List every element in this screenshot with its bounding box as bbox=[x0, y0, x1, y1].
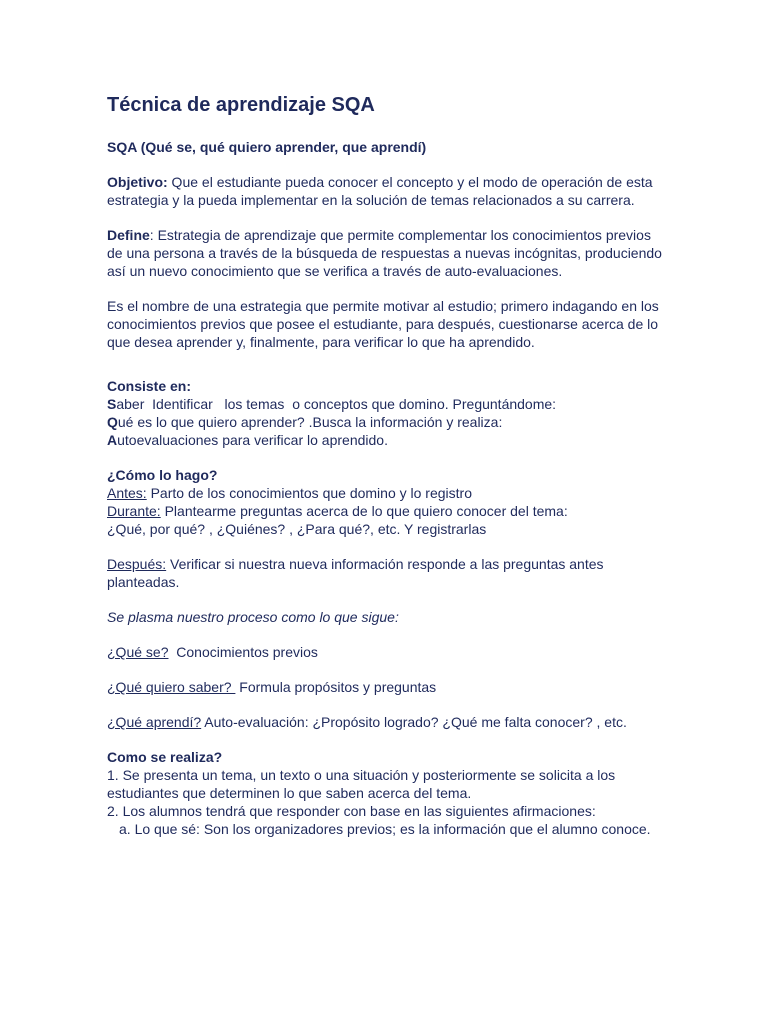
consiste-heading bbox=[107, 377, 667, 395]
como-se-realiza-heading bbox=[107, 748, 667, 766]
consiste-line-q-text: ué es lo que quiero aprender? .Busca la información y realiza: bbox=[117, 414, 503, 430]
despues-label: Después: bbox=[107, 556, 167, 572]
como-lo-hago-heading bbox=[107, 466, 667, 484]
define-text: : Estrategia de aprendizaje que permite complementar los conocimientos previos de una persona a través de la búsqueda de respuestas a nuevas incógnitas, produciendo así un nuevo conocimiento que se verifica a través de auto-evaluaciones. bbox=[107, 227, 662, 279]
realiza-item-1: 1. Se presenta un tema, un texto o una situación y posteriormente se solicita a los estudiantes que determinen lo que saben acerca del tema. bbox=[107, 767, 616, 801]
nombre-paragraph: Es el nombre de una estrategia que permite motivar al estudio; primero indagando en los conocimientos previos que posee el estudiante, para después, cuestionarse acerca de lo que desea aprender y, finalmente, para verificar lo que ha aprendido. bbox=[107, 298, 659, 350]
despues-text: Verificar si nuestra nueva información responde a las preguntas antes planteadas. bbox=[107, 556, 604, 590]
objetivo-paragraph bbox=[107, 173, 667, 209]
consiste-line-a bbox=[107, 431, 667, 449]
consiste-line-a-text: utoevaluaciones para verificar lo aprendido. bbox=[117, 432, 388, 448]
proceso-item-2 bbox=[107, 678, 667, 696]
realiza-item-2a: a. Lo que sé: Son los organizadores previos; es la información que el alumno conoce. bbox=[119, 821, 651, 837]
como-lo-hago-heading-text: ¿Cómo lo hago? bbox=[107, 467, 218, 483]
document-body bbox=[107, 92, 667, 838]
despues-paragraph bbox=[107, 555, 667, 591]
realiza-item-2: 2. Los alumnos tendrá que responder con base en las siguientes afirmaciones: bbox=[107, 803, 596, 819]
durante-label: Durante: bbox=[107, 503, 161, 519]
proceso-label-1: ¿Qué se? bbox=[107, 644, 169, 660]
initial-a: A bbox=[107, 432, 118, 448]
subtitle bbox=[107, 138, 667, 156]
consiste-line-s-text: aber Identificar los temas o conceptos que domino. Preguntándome: bbox=[116, 396, 557, 412]
proceso-item-1 bbox=[107, 643, 667, 661]
proceso-label-2: ¿Qué quiero saber? bbox=[107, 679, 236, 695]
document-title: Técnica de aprendizaje SQA bbox=[107, 94, 375, 116]
initial-q: Q bbox=[107, 414, 118, 430]
consiste-line-q bbox=[107, 413, 667, 431]
consiste-heading-text: Consiste en: bbox=[107, 378, 192, 394]
initial-s: S bbox=[107, 396, 117, 412]
como-se-realiza-heading-text: Como se realiza? bbox=[107, 749, 223, 765]
proceso-intro: Se plasma nuestro proceso como lo que sigue: bbox=[107, 609, 399, 625]
antes-text: Parto de los conocimientos que domino y lo registro bbox=[146, 485, 472, 501]
define-paragraph bbox=[107, 226, 667, 280]
objetivo-label: Objetivo: bbox=[107, 174, 168, 190]
define-label: Define bbox=[107, 227, 150, 243]
proceso-label-3: ¿Qué aprendí? bbox=[107, 714, 202, 730]
consiste-line-s bbox=[107, 395, 667, 413]
proceso-text-3: Auto-evaluación: ¿Propósito logrado? ¿Qué me falta conocer? , etc. bbox=[201, 714, 627, 730]
durante-text: Plantearme preguntas acerca de lo que quiero conocer del tema: bbox=[160, 503, 568, 519]
objetivo-text: Que el estudiante pueda conocer el concepto y el modo de operación de esta estrategia y la pueda implementar en la solución de temas relacionados a su carrera. bbox=[107, 174, 653, 208]
proceso-item-3 bbox=[107, 713, 667, 731]
antes-label: Antes: bbox=[107, 485, 147, 501]
durante-line-2: ¿Qué, por qué? , ¿Quiénes? , ¿Para qué?, etc. Y registrarlas bbox=[107, 521, 487, 537]
proceso-text-1: Conocimientos previos bbox=[168, 644, 318, 660]
subtitle-text: SQA (Qué se, qué quiero aprender, que aprendí) bbox=[107, 139, 427, 155]
proceso-text-2: Formula propósitos y preguntas bbox=[235, 679, 437, 695]
antes-line bbox=[107, 484, 667, 502]
durante-line bbox=[107, 502, 667, 520]
